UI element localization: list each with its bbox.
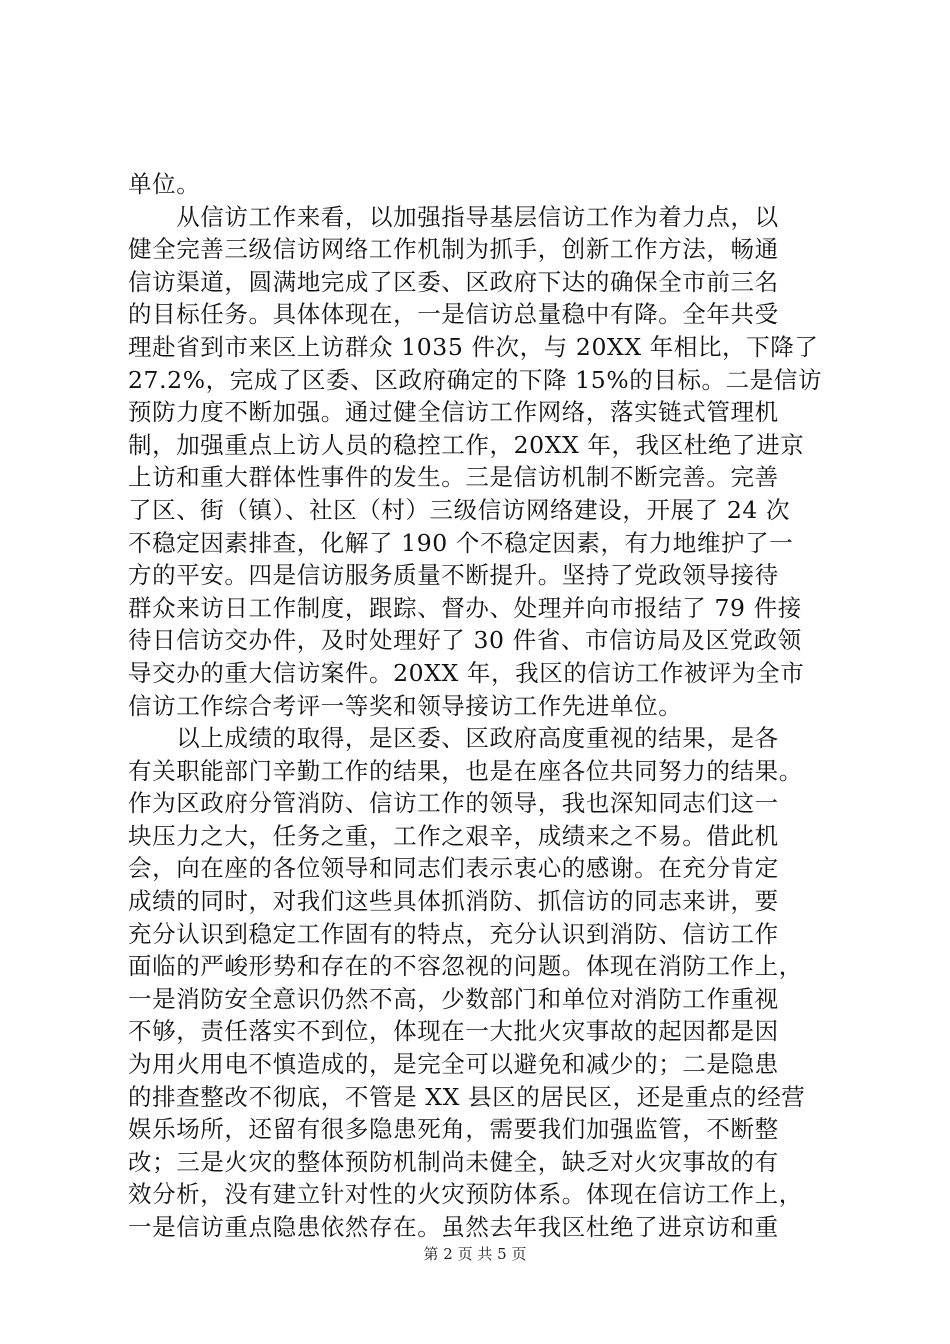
text-line: 的排查整改不彻底，不管是 XX 县区的居民区，还是重点的经营 <box>128 1082 806 1111</box>
text-line: 为用火用电不慎造成的，是完全可以避免和减少的；二是隐患 <box>128 1050 779 1079</box>
text-line: 块压力之大，任务之重，工作之艰辛，成绩来之不易。借此机 <box>128 821 779 850</box>
text-line: 会，向在座的各位领导和同志们表示衷心的感谢。在充分肯定 <box>128 854 779 883</box>
text-line: 成绩的同时，对我们这些具体抓消防、抓信访的同志来讲，要 <box>128 887 779 916</box>
text-line: 信访渠道，圆满地完成了区委、区政府下达的确保全市前三名 <box>128 267 779 296</box>
text-line: 不够，责任落实不到位，体现在一大批火灾事故的起因都是因 <box>128 1017 779 1046</box>
text-line: 方的平安。四是信访服务质量不断提升。坚持了党政领导接待 <box>128 561 779 590</box>
text-line: 的目标任务。具体体现在，一是信访总量稳中有降。全年共受 <box>128 300 779 329</box>
text-line: 单位。 <box>128 170 201 198</box>
text-line: 待日信访交办件，及时处理好了 30 件省、市信访局及区党政领 <box>128 626 802 655</box>
text-line: 导交办的重大信访案件。20XX 年，我区的信访工作被评为全市 <box>128 658 805 687</box>
text-line: 了区、街（镇）、社区（村）三级信访网络建设，开展了 24 次 <box>128 495 791 524</box>
text-line: 27.2%，完成了区委、区政府确定的下降 15%的目标。二是信访 <box>128 365 823 394</box>
text-line: 充分认识到稳定工作固有的特点，充分认识到消防、信访工作 <box>128 919 779 948</box>
body-text <box>128 168 832 1244</box>
text-line: 健全完善三级信访网络工作机制为抓手，创新工作方法，畅通 <box>128 235 779 264</box>
text-line: 群众来访日工作制度，跟踪、督办、处理并向市报结了 79 件接 <box>128 593 802 622</box>
text-line: 理赴省到市来区上访群众 1035 件次，与 20XX 年相比，下降了 <box>128 332 819 361</box>
text-line: 信访工作综合考评一等奖和领导接访工作先进单位。 <box>128 691 683 720</box>
text-line: 一是消防安全意识仍然不高，少数部门和单位对消防工作重视 <box>128 984 779 1013</box>
text-line: 作为区政府分管消防、信访工作的领导，我也深知同志们这一 <box>128 789 779 818</box>
text-line: 一是信访重点隐患依然存在。虽然去年我区杜绝了进京访和重 <box>128 1213 779 1241</box>
text-line: 不稳定因素排查，化解了 190 个不稳定因素，有力地维护了一 <box>128 528 794 557</box>
text-line: 制，加强重点上访人员的稳控工作，20XX 年，我区杜绝了进京 <box>128 430 805 459</box>
text-line: 效分析，没有建立针对性的火灾预防体系。体现在信访工作上， <box>128 1180 803 1209</box>
page-footer: 第 2 页 共 5 页 <box>423 1245 527 1263</box>
text-line: 预防力度不断加强。通过健全信访工作网络，落实链式管理机 <box>128 398 779 427</box>
text-line: 以上成绩的取得，是区委、区政府高度重视的结果，是各 <box>128 724 779 753</box>
text-line: 有关职能部门辛勤工作的结果，也是在座各位共同努力的结果。 <box>128 756 803 785</box>
text-line: 从信访工作来看，以加强指导基层信访工作为着力点，以 <box>128 202 779 231</box>
text-line: 娱乐场所，还留有很多隐患死角，需要我们加强监管，不断整 <box>128 1115 779 1144</box>
text-line: 上访和重大群体性事件的发生。三是信访机制不断完善。完善 <box>128 463 779 492</box>
text-line: 改；三是火灾的整体预防机制尚未健全，缺乏对火灾事故的有 <box>128 1147 779 1176</box>
text-line: 面临的严峻形势和存在的不容忽视的问题。体现在消防工作上， <box>128 952 803 981</box>
